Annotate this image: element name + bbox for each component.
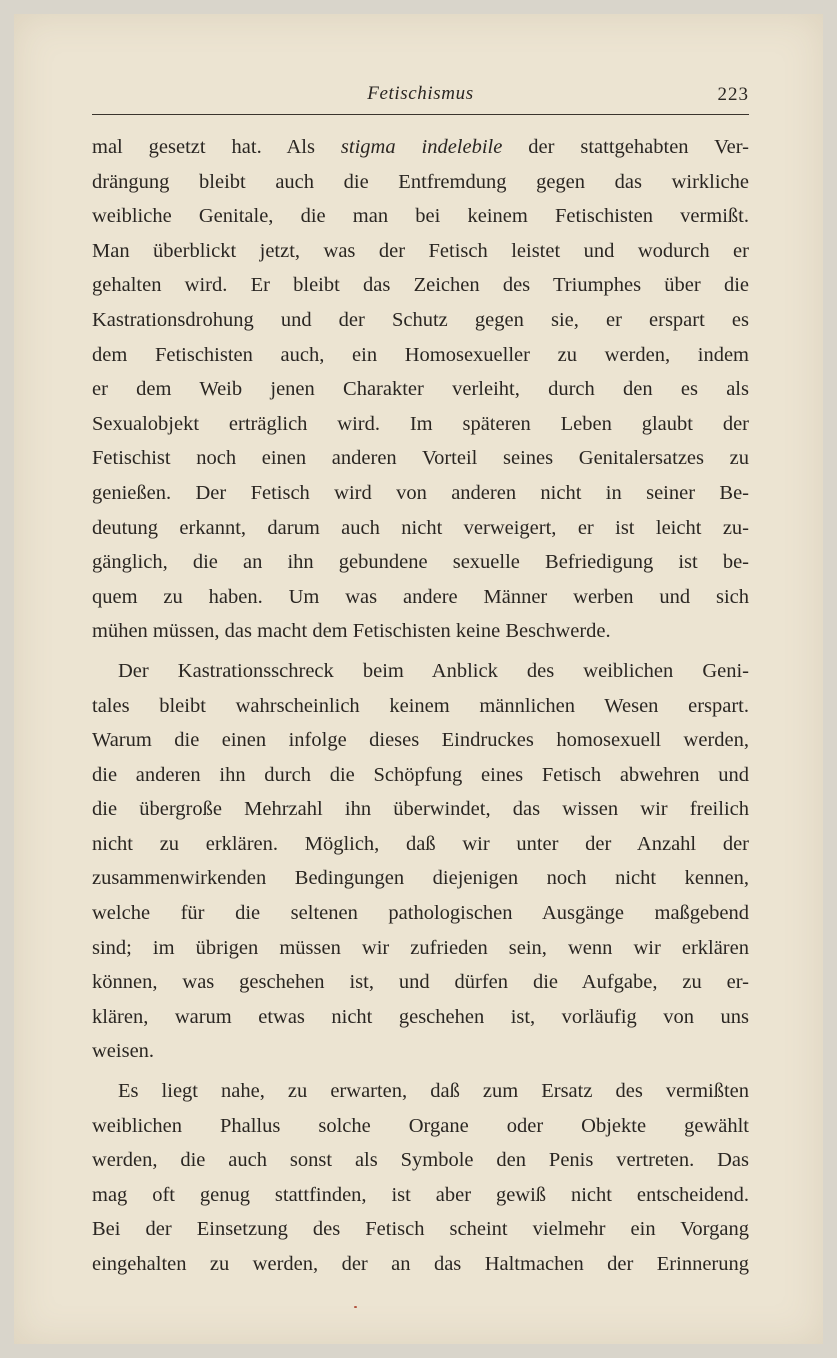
text-segment: gänglich, die an ihn gebundene sexuelle Befriedigung ist be-	[92, 551, 749, 574]
text-line	[92, 1109, 749, 1144]
text-segment: mag oft genug stattfinden, ist aber gewiß nicht entscheidend.	[92, 1183, 749, 1206]
text-segment: gehalten wird. Er bleibt das Zeichen des Triumphes über die	[92, 274, 749, 297]
italic-phrase: stigma indelebile	[340, 136, 503, 158]
text-line	[92, 476, 749, 511]
page-number: 223	[717, 84, 749, 105]
text-segment: quem zu haben. Um was andere Männer werben und sich	[92, 585, 749, 608]
text-segment: weibliche Genitale, die man bei keinem Fetischisten vermißt.	[92, 205, 749, 228]
text-line	[92, 1034, 749, 1069]
paragraph	[92, 654, 749, 1069]
text-segment: Fetischist noch einen anderen Vorteil seines Genitalersatzes zu	[92, 447, 749, 470]
text-line	[92, 303, 749, 338]
text-line	[92, 545, 749, 580]
text-line	[92, 965, 749, 1000]
body-text	[92, 130, 749, 1282]
text-line	[92, 896, 749, 931]
paragraph	[92, 1074, 749, 1282]
text-line	[92, 723, 749, 758]
paragraph	[92, 130, 749, 649]
text-segment: die übergroße Mehrzahl ihn überwindet, das wissen wir freilich	[92, 798, 749, 821]
text-line	[92, 1000, 749, 1035]
text-line	[92, 931, 749, 966]
text-line	[92, 614, 749, 649]
running-head	[92, 78, 749, 112]
text-line	[92, 511, 749, 546]
text-line	[92, 372, 749, 407]
text-line	[92, 407, 749, 442]
text-segment: tales bleibt wahrscheinlich keinem männlichen Wesen erspart.	[92, 694, 749, 717]
text-line	[92, 165, 749, 200]
text-line	[92, 268, 749, 303]
text-segment: können, was geschehen ist, und dürfen die Aufgabe, zu er-	[92, 971, 749, 994]
text-segment: dem Fetischisten auch, ein Homosexueller zu werden, indem	[92, 343, 749, 366]
text-segment: drängung bleibt auch die Entfremdung gegen das wirkliche	[92, 170, 749, 193]
book-page	[14, 14, 823, 1344]
text-line	[92, 654, 749, 689]
text-segment: nicht zu erklären. Möglich, daß wir unter der Anzahl der	[92, 832, 749, 855]
text-line	[92, 1074, 749, 1109]
text-segment: Man überblickt jetzt, was der Fetisch leistet und wodurch er	[92, 239, 749, 262]
text-segment: die anderen ihn durch die Schöpfung eines Fetisch abwehren und	[92, 763, 749, 786]
text-line	[92, 1247, 749, 1282]
text-segment: Bei der Einsetzung des Fetisch scheint vielmehr ein Vorgang	[92, 1218, 749, 1241]
text-line	[92, 130, 749, 165]
text-segment: Kastrationsdrohung und der Schutz gegen sie, er erspart es	[92, 308, 749, 331]
text-line	[92, 861, 749, 896]
text-line	[92, 792, 749, 827]
text-segment: Der Kastrationsschreck beim Anblick des weiblichen Geni-	[118, 659, 749, 682]
text-segment: der stattgehabten Ver-	[502, 136, 749, 158]
text-line	[92, 441, 749, 476]
text-segment: weiblichen Phallus solche Organe oder Objekte gewählt	[92, 1114, 749, 1137]
text-line	[92, 234, 749, 269]
text-line	[92, 199, 749, 234]
text-segment: weisen.	[92, 1040, 155, 1063]
text-segment: eingehalten zu werden, der an das Haltmachen der Erinnerung	[92, 1253, 749, 1275]
text-segment: Es liegt nahe, zu erwarten, daß zum Ersatz des vermißten	[118, 1080, 749, 1103]
text-segment: deutung erkannt, darum auch nicht verweigert, er ist leicht zu-	[92, 516, 749, 539]
text-segment: klären, warum etwas nicht geschehen ist, vorläufig von uns	[92, 1005, 749, 1028]
text-line	[92, 827, 749, 862]
text-line	[92, 689, 749, 724]
text-line	[92, 1143, 749, 1178]
text-segment: genießen. Der Fetisch wird von anderen nicht in seiner Be-	[92, 481, 749, 504]
text-line	[92, 1212, 749, 1247]
text-segment: welche für die seltenen pathologischen Ausgänge maßgebend	[92, 902, 749, 925]
text-segment: Sexualobjekt erträglich wird. Im späteren Leben glaubt der	[92, 412, 749, 435]
text-segment: Warum die einen infolge dieses Eindruckes homosexuell werden,	[92, 729, 749, 752]
text-segment: mühen müssen, das macht dem Fetischisten keine Beschwerde.	[92, 620, 611, 643]
text-segment: mal gesetzt hat. Als	[92, 136, 341, 158]
text-segment: werden, die auch sonst als Symbole den Penis vertreten. Das	[92, 1149, 749, 1172]
text-line	[92, 580, 749, 615]
paper-speck	[354, 1306, 357, 1308]
header-rule	[92, 114, 749, 115]
text-segment: sind; im übrigen müssen wir zufrieden sein, wenn wir erklären	[92, 936, 749, 959]
text-segment: zusammenwirkenden Bedingungen diejenigen noch nicht kennen,	[92, 867, 749, 890]
text-line	[92, 1178, 749, 1213]
text-segment: er dem Weib jenen Charakter verleiht, durch den es als	[92, 378, 749, 401]
text-line	[92, 758, 749, 793]
running-head-title: Fetischismus	[367, 83, 474, 104]
text-line	[92, 338, 749, 373]
